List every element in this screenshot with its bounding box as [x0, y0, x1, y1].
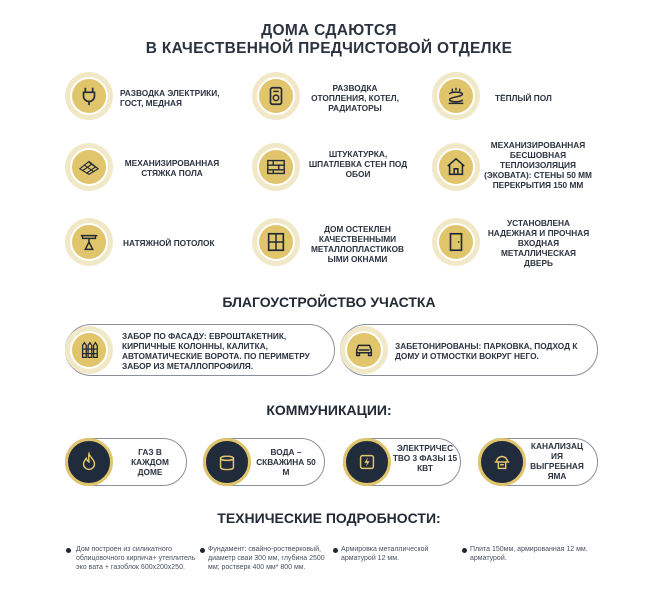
flame-icon — [65, 438, 113, 486]
feature-text-8: ДОМ ОСТЕКЛЕН КАЧЕСТВЕННЫМИ МЕТАЛЛОПЛАСТИКОВ ЫМИ ОКНАМИ — [310, 224, 405, 264]
site-section-title: БЛАГОУСТРОЙСТВО УЧАСТКА — [222, 294, 436, 310]
tech-item-2: Фундамент: свайно-ростверковый, диаметр сваи 300 мм, глубина 2500 мм; ростверк 400 мм* 800 мм. — [208, 546, 325, 571]
fence-text: ЗАБОР ПО ФАСАДУ: ЕВРОШТАКЕТНИК, КИРПИЧНЫЕ КОЛОННЫ, КАЛИТКА, АВТОМАТИЧЕСКИЕ ВОРОТА. ПО ПЕРИМЕТРУ ЗАБОР ИЗ МЕТАЛЛОПРОФИЛЯ. — [122, 331, 310, 371]
feature-text-2: РАЗВОДКА ОТОПЛЕНИЯ, КОТЕЛ, РАДИАТОРЫ — [311, 83, 399, 113]
bullet-dot — [200, 548, 205, 553]
warm-floor-icon — [432, 72, 480, 120]
window-icon — [252, 218, 300, 266]
feature-text-4: МЕХАНИЗИРОВАННАЯ СТЯЖКА ПОЛА — [124, 158, 220, 178]
plug-icon — [65, 72, 113, 120]
power-text: ЭЛЕКТРИЧЕС ТВО 3 ФАЗЫ 15 КВТ — [392, 443, 458, 473]
sewer-text: КАНАЛИЗАЦ ИЯ ВЫГРЕБНАЯ ЯМА — [530, 441, 584, 481]
tech-item-1: Дом построен из силикатного облицовочного кирпича+ утеплитель эко вата + газоблок 600х200х250. — [76, 546, 196, 571]
feature-text-5: ШТУКАТУРКА, ШПАТЛЕВКА СТЕН ПОД ОБОИ — [308, 149, 408, 179]
fence-icon — [65, 326, 113, 374]
page-title — [0, 22, 658, 58]
socket-icon — [343, 438, 391, 486]
brick-wall-icon — [252, 143, 300, 191]
bullet-dot — [462, 548, 467, 553]
title-line-2: В КАЧЕСТВЕННОЙ ПРЕДЧИСТОВОЙ ОТДЕЛКЕ — [145, 40, 513, 57]
house-insulation-icon — [432, 143, 480, 191]
car-icon — [340, 326, 388, 374]
bullet-dot — [333, 548, 338, 553]
floor-screed-icon — [65, 143, 113, 191]
water-text: ВОДА – СКВАЖИНА 50 М — [256, 447, 316, 477]
parking-text: ЗАБЕТОНИРОВАНЫ: ПАРКОВКА, ПОДХОД К ДОМУ И ОТМОСТКИ ВОКРУГ НЕГО. — [395, 341, 578, 361]
tech-section-title: ТЕХНИЧЕСКИЕ ПОДРОБНОСТИ: — [217, 510, 441, 526]
water-well-icon — [203, 438, 251, 486]
sewer-icon — [478, 438, 526, 486]
ceiling-icon — [65, 218, 113, 266]
comms-section-title: КОММУНИКАЦИИ: — [266, 402, 392, 418]
boiler-icon — [252, 72, 300, 120]
feature-text-7: НАТЯЖНОЙ ПОТОЛОК — [123, 238, 215, 248]
feature-text-9: УСТАНОВЛЕНА НАДЕЖНАЯ И ПРОЧНАЯ ВХОДНАЯ МЕТАЛЛИЧЕСКАЯ ДВЕРЬ — [487, 218, 590, 268]
title-line-1: ДОМА СДАЮТСЯ — [261, 22, 397, 39]
feature-text-6: МЕХАНИЗИРОВАННАЯ БЕСШОВНАЯ ТЕПЛОИЗОЛЯЦИЯ (ЭКОВАТА): СТЕНЫ 50 ММ ПЕРЕКРЫТИЯ 150 ММ — [484, 140, 592, 190]
gas-text: ГАЗ В КАЖДОМ ДОМЕ — [131, 447, 169, 477]
door-icon — [432, 218, 480, 266]
tech-item-3: Армировка металлической арматурой 12 мм. — [341, 546, 429, 562]
feature-text-1: РАЗВОДКА ЭЛЕКТРИКИ, ГОСТ, МЕДНАЯ — [120, 88, 220, 108]
feature-text-3: ТЁПЛЫЙ ПОЛ — [495, 93, 552, 103]
tech-item-4: Плита 150мм, армированная 12 мм. арматурой. — [470, 546, 588, 562]
bullet-dot — [66, 548, 71, 553]
